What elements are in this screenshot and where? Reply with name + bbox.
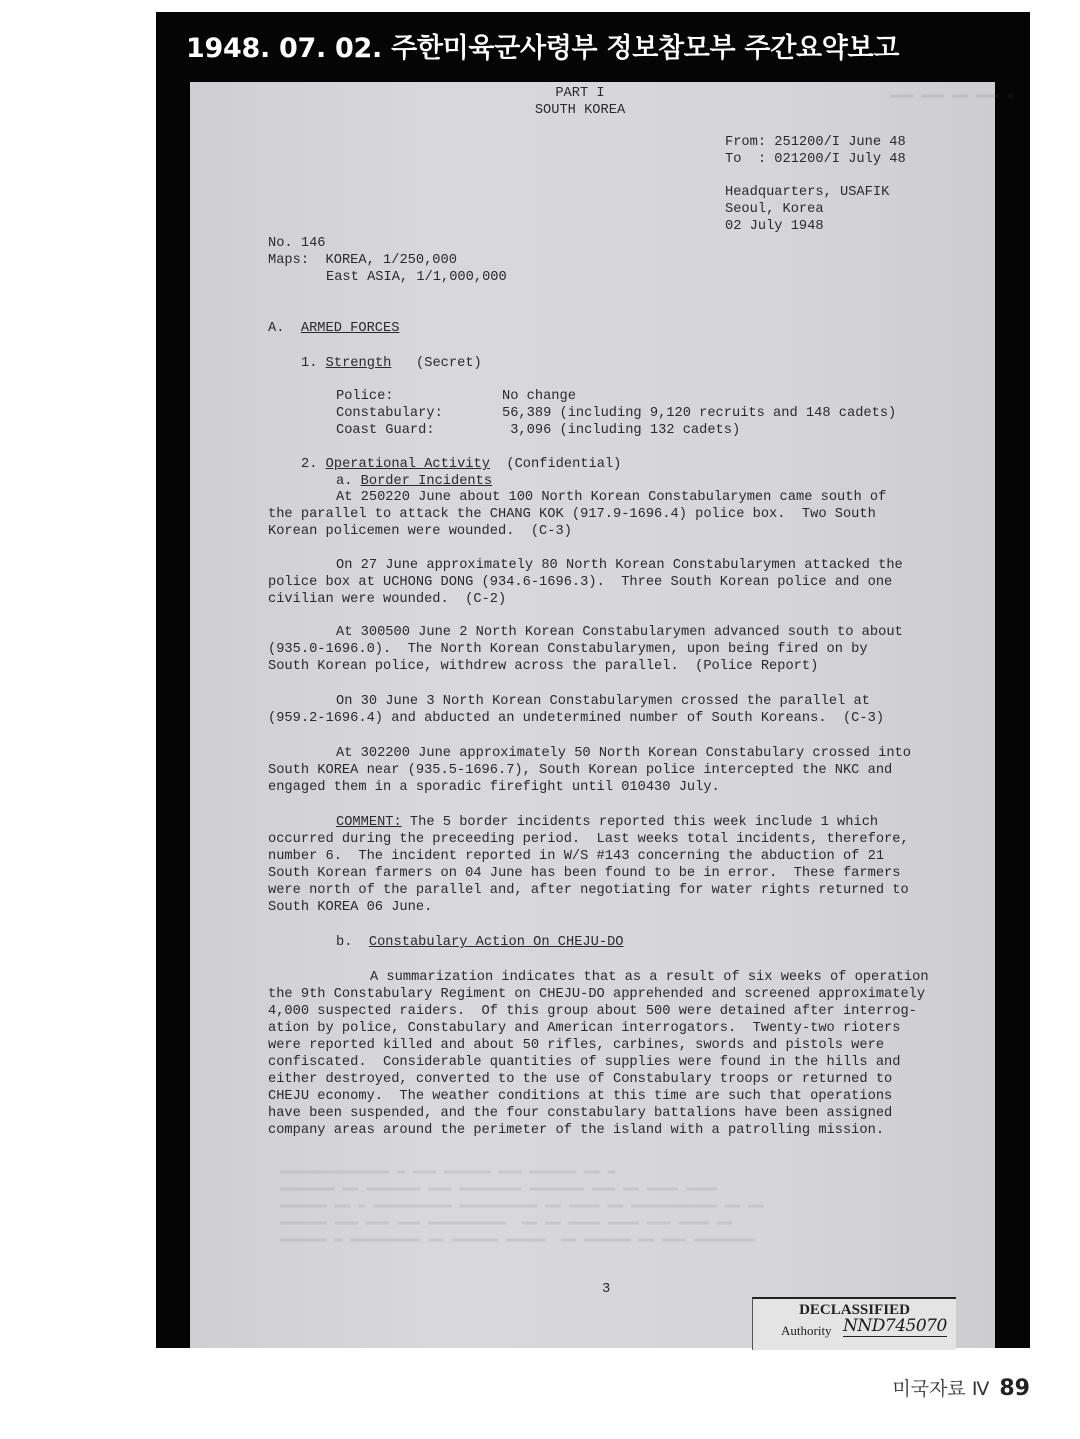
document-page-number: 3 — [602, 1282, 611, 1297]
classification: (Confidential) — [506, 457, 622, 472]
strength-label: Police: — [336, 389, 394, 404]
cheju-heading — [336, 934, 624, 951]
item-title: Strength — [325, 356, 392, 371]
text-line: At 302200 June approximately 50 North Korean Constabulary crossed into — [336, 746, 911, 761]
strength-value: 56,389 (including 9,120 recruits and 148 cadets) — [502, 406, 897, 421]
report-number: No. 146 — [268, 236, 326, 251]
strength-value: No change — [502, 389, 576, 404]
text-line: On 30 June 3 North Korean Constabularymen crossed the parallel at — [336, 694, 870, 709]
stamp-title: DECLASSIFIED — [799, 1302, 910, 1318]
sub-number: b. — [336, 935, 353, 950]
stamp-authority-label: Authority — [781, 1323, 832, 1338]
text-line: (935.0-1696.0). The North Korean Constabularymen, upon being fired on by — [268, 642, 868, 657]
strength-table — [336, 388, 896, 439]
text-line: On 27 June approximately 80 North Korean Constabularymen attacked the — [336, 558, 903, 573]
comment-paragraph — [268, 814, 909, 916]
paragraph — [268, 693, 884, 727]
text-line: the parallel to attack the CHANG KOK (917.9-1696.4) police box. Two South — [268, 507, 876, 522]
item-title: Operational Activity — [325, 457, 490, 472]
hq-block — [725, 184, 889, 235]
text-line: South KOREA near (935.5-1696.7), South Korean police intercepted the NKC and — [268, 763, 893, 778]
text-line: Korean policemen were wounded. (C-3) — [268, 524, 572, 539]
strength-heading — [301, 355, 482, 372]
section-number: A. — [268, 321, 285, 336]
item-number: 2. — [301, 457, 318, 472]
maps-label: Maps: — [268, 253, 310, 268]
text-line: South KOREA 06 June. — [268, 900, 433, 915]
text-line: number 6. The incident reported in W/S #143 concerning the abduction of 21 — [268, 849, 885, 864]
text-line: civilian were wounded. (C-2) — [268, 592, 507, 607]
text-line: CHEJU economy. The weather conditions at this time are such that operations — [268, 1089, 893, 1104]
paragraph — [268, 557, 903, 608]
hq-line: 02 July 1948 — [725, 219, 824, 234]
hq-line: Headquarters, USAFIK — [725, 185, 890, 200]
strength-value: 3,096 (including 132 cadets) — [502, 423, 741, 438]
text-line: South Korean farmers on 04 June has been found to be in error. These farmers — [268, 866, 901, 881]
text-line: company areas around the perimeter of the island with a patrolling mission. — [268, 1123, 885, 1138]
strength-label: Constabulary: — [336, 406, 443, 421]
text-line: 4,000 suspected raiders. Of this group about 500 were detained after interrog- — [268, 1004, 917, 1019]
text-line: police box at UCHONG DONG (934.6-1696.3). Three South Korean police and one — [268, 575, 893, 590]
sub-title: Border Incidents — [360, 474, 493, 489]
paragraph — [268, 624, 903, 675]
text-line: were north of the parallel and, after negotiating for water rights returned to — [268, 883, 909, 898]
section-title: ARMED FORCES — [300, 321, 400, 336]
text-line: either destroyed, converted to the use of Constabulary troops or returned to — [268, 1072, 893, 1087]
stamp-authority-handwritten: NND745070 — [843, 1316, 947, 1336]
sub-number: a. — [336, 474, 353, 489]
period-to: To : 021200/I July 48 — [725, 152, 906, 167]
text-line: occurred during the preceeding period. Last weeks total incidents, therefore, — [268, 832, 909, 847]
text-line: the 9th Constabulary Regiment on CHEJU-DO apprehended and screened approximately — [268, 987, 926, 1002]
strength-label: Coast Guard: — [336, 423, 435, 438]
text-line: (959.2-1696.4) and abducted an undetermined number of South Koreans. (C-3) — [268, 711, 885, 726]
page-title: 1948. 07. 02. 주한미육군사령부 정보참모부 주간요약보고 — [186, 33, 900, 64]
text-line: At 300500 June 2 North Korean Constabularymen advanced south to about — [336, 625, 903, 640]
strength-row — [336, 422, 896, 439]
text-line: The 5 border incidents reported this week include 1 which — [401, 815, 879, 830]
strength-row — [336, 388, 896, 405]
operational-heading — [301, 456, 621, 473]
text-line: South Korean police, withdrew across the parallel. (Police Report) — [268, 659, 819, 674]
section-a-heading — [268, 320, 399, 337]
number-maps-block — [268, 235, 507, 286]
strength-row — [336, 405, 896, 422]
hq-line: Seoul, Korea — [725, 202, 824, 217]
border-incidents-heading — [336, 473, 492, 490]
item-number: 1. — [301, 356, 318, 371]
text-line: confiscated. Considerable quantities of supplies were found in the hills and — [268, 1055, 901, 1070]
paragraph — [268, 489, 886, 540]
classification: (Secret) — [416, 356, 482, 371]
text-line: A summarization indicates that as a result of six weeks of operation — [370, 970, 929, 985]
footer-label: 미국자료 Ⅳ — [892, 1378, 990, 1400]
region-label: SOUTH KOREA — [534, 103, 626, 118]
text-line: engaged them in a sporadic firefight until 010430 July. — [268, 780, 720, 795]
paragraph — [268, 969, 929, 1139]
map-item: East ASIA, 1/1,000,000 — [326, 270, 507, 285]
bleed-through: ▬▬▬▬▬▬▬▬▬▬▬▬▬▬ ▬ ▬▬▬ ▬▬▬▬▬▬ ▬▬▬ ▬▬▬▬▬▬ ▬▬ ▬ ▬▬▬▬▬▬▬ ▬▬ ▬▬▬▬▬▬▬ ▬▬▬ ▬▬▬▬▬▬▬▬ ▬▬▬▬▬▬▬ ▬▬▬ ▬▬ ▬▬▬▬ ▬▬▬▬ ▬▬▬▬▬▬ ▬▬ ▬ ▬▬▬▬▬▬▬▬▬▬ ▬▬▬▬▬▬▬▬▬▬ ▬▬ ▬▬▬▬ ▬▬ ▬▬▬▬▬▬▬▬▬▬▬ ▬▬ ▬▬ ▬▬▬▬▬▬ ▬▬▬ ▬▬▬ ▬▬▬ ▬▬▬▬▬▬▬▬▬▬ ▬▬ ▬▬ ▬▬▬▬ ▬▬▬▬ ▬▬▬ ▬▬▬▬ ▬▬ ▬▬▬▬▬▬ ▬ ▬▬▬▬▬▬▬▬▬ ▬▬ ▬▬▬▬▬▬ ▬▬▬▬▬ ▬▬ ▬▬▬▬▬▬ ▬▬ ▬▬▬ ▬▬▬▬▬▬▬▬ — [280, 1163, 764, 1246]
paragraph — [268, 745, 911, 796]
page-footer — [892, 1374, 1030, 1401]
period-block — [725, 134, 906, 168]
part-label: PART I — [555, 86, 605, 101]
declassified-stamp — [752, 1297, 956, 1350]
period-from: From: 251200/I June 48 — [725, 135, 906, 150]
text-line: ation by police, Constabulary and American interrogators. Twenty-two rioters — [268, 1021, 901, 1036]
text-line: have been suspended, and the four constabulary battalions have been assigned — [268, 1106, 893, 1121]
text-line: At 250220 June about 100 North Korean Constabularymen came south of — [336, 490, 887, 505]
comment-label: COMMENT: — [336, 815, 402, 830]
text-line: were reported killed and about 50 rifles, carbines, swords and pistols were — [268, 1038, 885, 1053]
footer-page-number: 89 — [999, 1376, 1030, 1401]
scanned-document — [190, 82, 1015, 1348]
bleed-through: ▬▬▬ ▬▬▬ ▬▬ ▬▬▬ ▬ — [890, 87, 1015, 102]
sub-title: Constabulary Action On CHEJU-DO — [368, 935, 624, 950]
map-item: KOREA, 1/250,000 — [325, 253, 457, 268]
doc-heading — [190, 85, 970, 119]
